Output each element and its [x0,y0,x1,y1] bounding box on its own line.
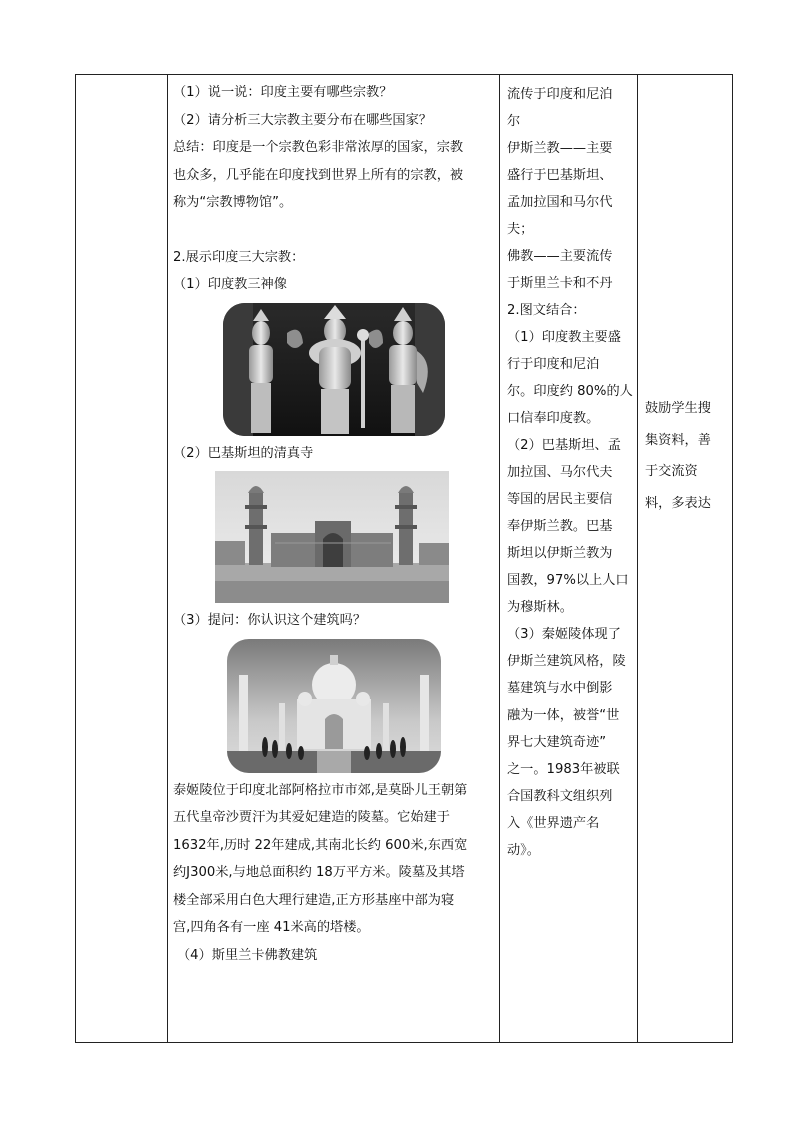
taj-paragraph-line: 五代皇帝沙贾汗为其爱妃建造的陵墓。它始建于 [173,810,450,825]
taj-paragraph-line: 泰姬陵位于印度北部阿格拉市市郊,是莫卧儿王朝第 [173,782,468,798]
student-line: 伊斯兰建筑风格，陵 [507,654,626,669]
student-line: 合国教科文组织列 [507,789,613,804]
question-1: （1）说一说：印度主要有哪些宗教？ [173,85,393,100]
student-line: 流传于印度和尼泊 [507,87,613,102]
intent-line: 料，多表达 [645,495,711,511]
student-line: 斯坦以伊斯兰教为 [507,546,613,561]
taj-mahal-image [227,639,441,773]
student-line: 融为一体，被誉“世 [507,708,620,723]
intent-line: 集资料，善 [645,432,711,448]
student-line: 孟加拉国和马尔代 [507,195,613,210]
caption-sri-lanka: （4）斯里兰卡佛教建筑 [177,947,318,963]
student-line: 为穆斯林。 [507,600,573,615]
taj-paragraph-line: 1632年,历时 22年建成,其南北长约 600米,东西宽 [173,837,468,853]
student-line: 行于印度和尼泊 [507,357,600,372]
student-line: 加拉国、马尔代夫 [507,465,613,480]
question-2: （2）请分析三大宗教主要分布在哪些国家？ [173,112,432,128]
student-activity-column [499,75,637,1042]
intent-line: 于交流资 [645,464,698,479]
mosque-image [215,471,449,603]
taj-paragraph-line: 楼全部采用白色大理行建造,正方形基座中部为寝 [173,892,455,908]
taj-paragraph-line: 约J300米,与地总面积约 18万平方米。陵墓及其塔 [173,865,465,880]
design-intent-column [637,75,734,1042]
student-line: 尔 [507,114,521,129]
student-line: 尔。印度约 80%的人 [507,384,633,399]
student-line: 动》。 [507,843,540,858]
caption-hindu-statues: （1）印度教三神像 [173,277,287,292]
student-line: 等国的居民主要信 [507,492,613,507]
intent-line: 鼓励学生搜 [645,401,711,416]
hindu-statues-image [223,303,445,436]
student-line: 界七大建筑奇迹” [507,735,607,750]
student-line: 2.图文结合： [507,303,586,318]
teaching-content-column [167,75,499,1042]
student-line: （3）秦姬陵体现了 [507,627,621,642]
student-line: 盛行于巴基斯坦、 [507,168,613,183]
caption-question: （3）提问：你认识这个建筑吗？ [173,613,367,628]
student-line: 入《世界遗产名 [507,816,600,831]
summary-line-3: 称为“宗教博物馆”。 [173,195,293,210]
student-line: 佛教——主要流传 [507,249,613,264]
student-line: 国教，97%以上人口 [507,573,629,588]
student-line: 口信奉印度教。 [507,411,600,426]
student-line: 奉伊斯兰教。巴基 [507,519,613,534]
student-line: 墓建筑与水中倒影 [507,681,613,696]
summary-line-1: 总结：印度是一个宗教色彩非常浓厚的国家，宗教 [173,140,464,155]
summary-line-2: 也众多，几乎能在印度找到世界上所有的宗教，被 [173,167,464,183]
student-line: （1）印度教主要盛 [507,330,621,345]
student-line: 夫； [507,222,534,237]
lesson-table [75,74,733,1043]
section-title: 2.展示印度三大宗教： [173,249,305,265]
caption-mosque: （2）巴基斯坦的清真寺 [173,445,314,461]
student-line: 伊斯兰教——主要 [507,141,613,156]
student-line: （2）巴基斯坦、孟 [507,438,621,453]
student-line: 之一。1983年被联 [507,762,620,777]
taj-paragraph-line: 宫,四角各有一座 41米高的塔楼。 [173,920,370,935]
student-line: 于斯里兰卡和不丹 [507,276,613,291]
